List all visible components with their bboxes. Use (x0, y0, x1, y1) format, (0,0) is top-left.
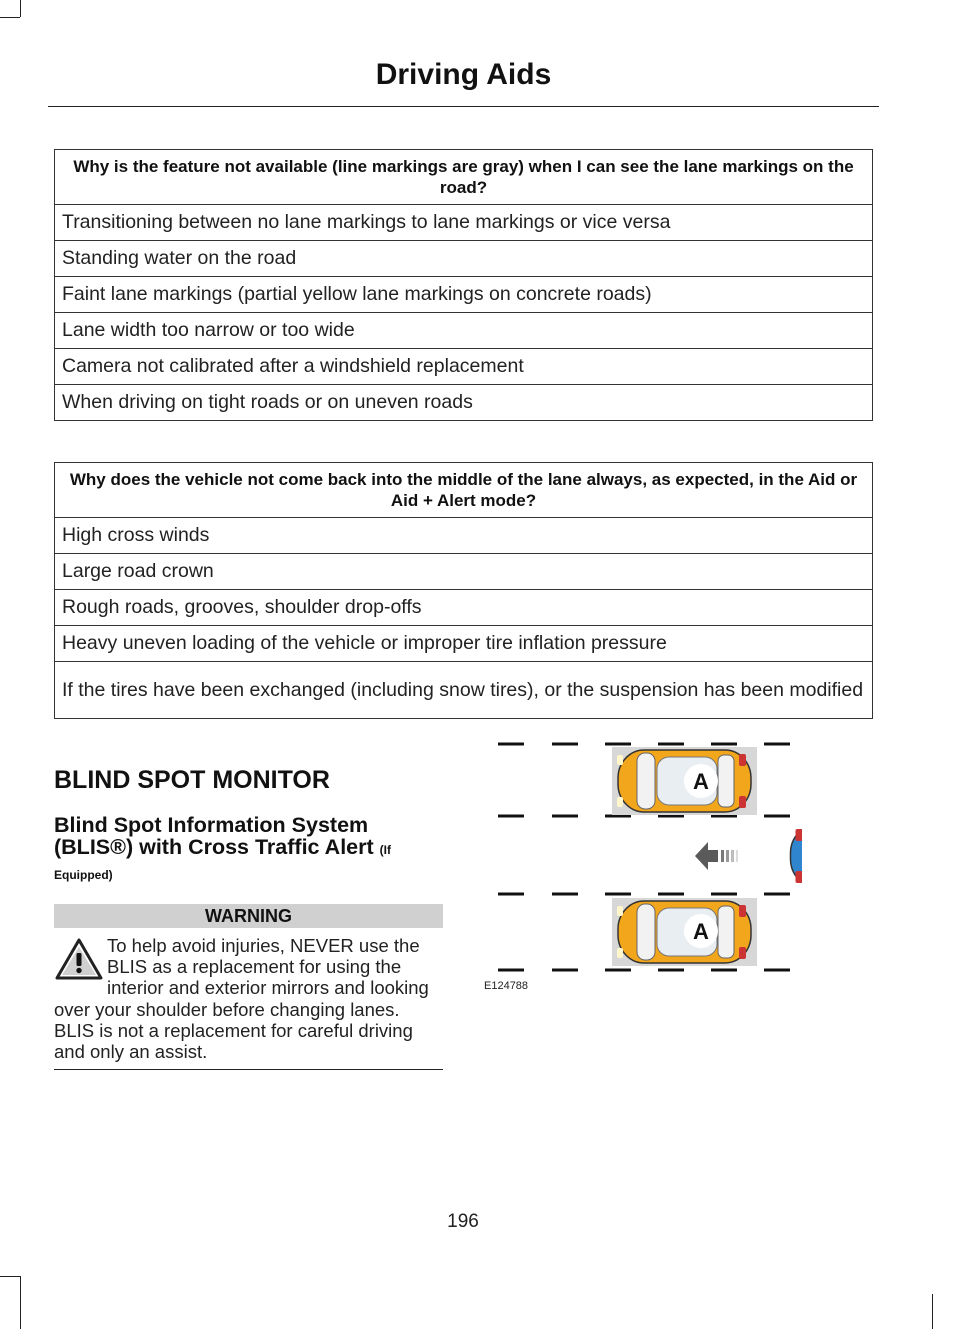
section-heading: BLIND SPOT MONITOR (54, 766, 330, 794)
table-row: Transitioning between no lane markings to lane markings or vice versa (55, 205, 873, 241)
table-row: Lane width too narrow or too wide (55, 313, 873, 349)
table-row: Large road crown (55, 554, 873, 590)
warning-label: WARNING (54, 904, 443, 928)
page-title: Driving Aids (375, 58, 552, 91)
title-divider (48, 106, 879, 107)
approaching-arrow-icon (695, 842, 738, 870)
table-row: Heavy uneven loading of the vehicle or improper tire inflation pressure (55, 626, 873, 662)
subsection-title: Blind Spot Information System (BLIS®) with Cross Traffic Alert (54, 813, 374, 859)
side-car-top (612, 747, 757, 815)
subsection-heading (54, 814, 446, 886)
crop-mark (20, 1276, 21, 1329)
crop-mark (0, 17, 20, 18)
figure-code: E124788 (484, 980, 529, 992)
table-row: Rough roads, grooves, shoulder drop-offs (55, 590, 873, 626)
blind-spot-illustration (492, 738, 802, 978)
table-row: When driving on tight roads or on uneven roads (55, 385, 873, 421)
lane-markings-table (54, 149, 873, 421)
warning-divider (54, 1069, 443, 1070)
table-row: Faint lane markings (partial yellow lane markings on concrete roads) (55, 277, 873, 313)
zone-marker-label: A (693, 919, 709, 944)
side-car-bottom (612, 898, 757, 966)
table-heading: Why is the feature not available (line markings are gray) when I can see the lane markings on the road? (55, 150, 873, 205)
equipped-note: (If Equipped) (54, 843, 391, 882)
warning-text-block (54, 935, 443, 1062)
own-car (791, 825, 803, 887)
crop-mark (20, 0, 21, 17)
table-row: If the tires have been exchanged (including snow tires), or the suspension has been modified (55, 662, 873, 719)
page-number: 196 (447, 1211, 479, 1232)
zone-marker-label: A (693, 769, 709, 794)
table-row: High cross winds (55, 518, 873, 554)
table-heading: Why does the vehicle not come back into the middle of the lane always, as expected, in the Aid or Aid + Alert mode? (55, 463, 873, 518)
crop-mark (0, 1276, 20, 1277)
crop-mark (932, 1294, 933, 1329)
warning-text: To help avoid injuries, NEVER use the BLIS as a replacement for using the interior and exterior mirrors and looking over your shoulder before changing lanes. BLIS is not a replacement for careful driving and only an assist. (54, 935, 429, 1063)
table-row: Camera not calibrated after a windshield replacement (55, 349, 873, 385)
table-row: Standing water on the road (55, 241, 873, 277)
lane-centering-table (54, 462, 873, 719)
